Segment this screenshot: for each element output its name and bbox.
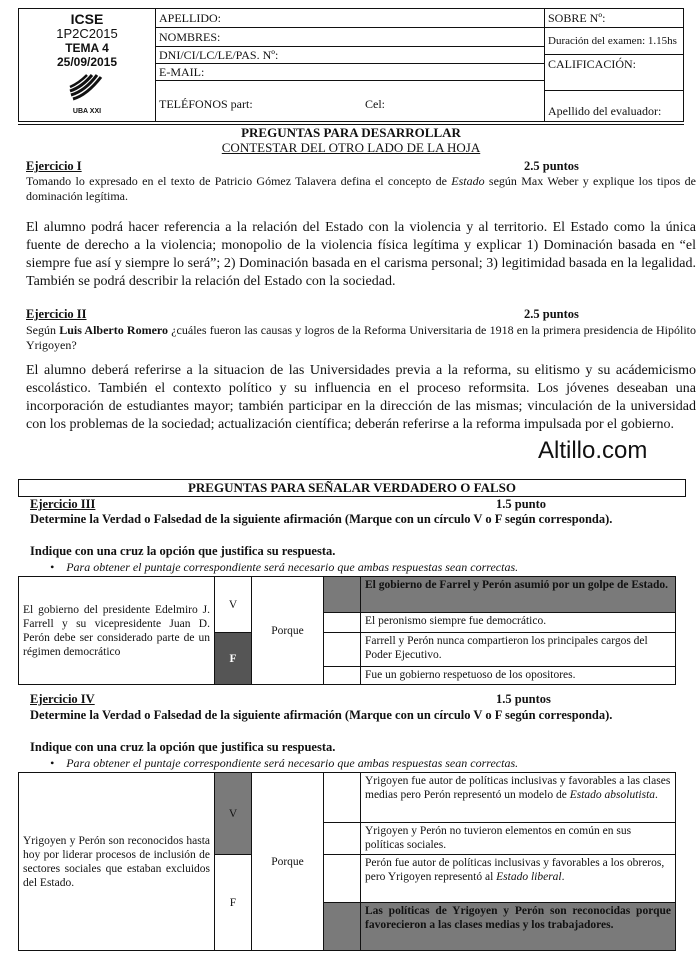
ej4-false-option[interactable]: F [215, 855, 252, 951]
ej1-answer: El alumno podrá hacer referencia a la relación del Estado con la violencia y al territorio. El Estado como la única fuente de derecho a la violencia; monopolio de la violencia física legítima y explicar 1) Dominación basada en “el siempre fue así y siempre lo será”; 2) Dominación basada en el carisma personal; 3) legitimidad basada en la legalidad. También se podrá describir la relación del Estado con la sociedad. [26, 220, 696, 289]
ej4-table [18, 772, 676, 951]
section-develop [18, 124, 684, 155]
ej4-porque: Porque [252, 773, 324, 951]
ej4-note: • Para obtener el puntaje correspondiente será necesario que ambas respuestas sean correctas. [50, 756, 519, 770]
ej4-option-3: Perón fue autor de políticas inclusivas y favorables a los obreros, pero Yrigoyen representó al Estado liberal. [361, 855, 676, 903]
ej4-instruction: Determine la Verdad o Falsedad de la siguiente afirmación (Marque con un círculo V o F según corresponda). [30, 708, 613, 722]
ej4-label: Ejercicio IV [30, 692, 95, 706]
logo-text: UBA XXI [72, 108, 102, 115]
ej4-check-4[interactable] [324, 903, 361, 951]
ej1-label: Ejercicio I [26, 159, 82, 173]
ej3-points: 1.5 punto [496, 497, 547, 511]
apellido-field[interactable]: APELLIDO: [155, 9, 544, 28]
ej1-question: Tomando lo expresado en el texto de Patricio Gómez Talavera defina el concepto de Estado según Max Weber y explique los tipos de dominación legítima. [26, 174, 696, 203]
ej3-check-4[interactable] [324, 667, 361, 685]
ej4-true-option[interactable]: V [215, 773, 252, 855]
ej4-option-1: Yrigoyen fue autor de políticas inclusivas y favorables a las clases medias pero Perón representó un modelo de Estado absolutista. [361, 773, 676, 823]
exam-date: 25/09/2015 [56, 55, 118, 69]
uba-logo-icon [67, 73, 107, 103]
ej3-label: Ejercicio III [30, 497, 96, 511]
ej4-check-3[interactable] [324, 855, 361, 903]
ej3-check-2[interactable] [324, 613, 361, 633]
telefonos-field[interactable]: TELÉFONOS part: [159, 97, 253, 111]
ej3-true-option[interactable]: V [215, 577, 252, 633]
school-name: ICSE [70, 11, 104, 27]
ej2-points: 2.5 puntos [524, 307, 579, 321]
section-subtitle: CONTESTAR DEL OTRO LADO DE LA HOJA [221, 140, 481, 155]
exam-code: 1P2C2015 [56, 26, 118, 41]
ej4-option-2: Yrigoyen y Perón no tuvieron elementos en común en sus políticas sociales. [361, 823, 676, 855]
ej4-points: 1.5 puntos [496, 692, 551, 706]
exam-info [544, 9, 683, 121]
ej3-false-option[interactable]: F [215, 633, 252, 685]
evaluador-field[interactable]: Apellido del evaluador: [548, 104, 662, 118]
section-title: PREGUNTAS PARA DESARROLLAR [241, 125, 461, 140]
ej2-answer: El alumno deberá referirse a la situacion de las Universidades previa a la reforma, su elitismo y su acádemicismo escolástico. También el contexto político y su influencia en el proceso reformsita. Los jóvenes deseaban una incorporación de estudiantes mayor; también participar en la dirección de las mismas; vinculación de la universidad con los problemas de la sociedad; actualización científica; deberán referirse a la reforma impulsada por el gobierno. [26, 363, 696, 432]
ej4-check-2[interactable] [324, 823, 361, 855]
ej3-porque: Porque [252, 577, 324, 685]
header-logo-block [19, 9, 156, 121]
sobre-field[interactable]: SOBRE Nº: [544, 9, 683, 28]
ej4-check-1[interactable] [324, 773, 361, 823]
ej3-option-2: El peronismo siempre fue democrático. [361, 613, 676, 633]
ej3-note: • Para obtener el puntaje correspondiente será necesario que ambas respuestas sean correctas. [50, 560, 519, 574]
ej3-instruction2: Indique con una cruz la opción que justifica su respuesta. [30, 544, 336, 558]
dni-field[interactable]: DNI/CI/LC/LE/PAS. Nº: [155, 47, 544, 64]
exam-header [18, 8, 684, 122]
ej3-table [18, 576, 676, 685]
ej1-points: 2.5 puntos [524, 159, 579, 173]
ej3-check-1[interactable] [324, 577, 361, 613]
ej4-instruction2: Indique con una cruz la opción que justifica su respuesta. [30, 740, 336, 754]
calificacion-field[interactable]: CALIFICACIÓN: [544, 55, 683, 91]
section-vf-title: PREGUNTAS PARA SEÑALAR VERDADERO O FALSO [18, 479, 686, 497]
ej4-statement: Yrigoyen y Perón son reconocidos hasta hoy por liderar procesos de inclusión de sectores sociales que estaban excluidos del Estado. [19, 773, 215, 951]
student-fields [155, 9, 545, 121]
email-field[interactable]: E-MAIL: [155, 64, 544, 81]
ej3-option-4: Fue un gobierno respetuoso de los opositores. [361, 667, 676, 685]
ej2-label: Ejercicio II [26, 307, 87, 321]
ej3-option-3: Farrell y Perón nunca compartieron los principales cargos del Poder Ejecutivo. [361, 633, 676, 667]
ej3-check-3[interactable] [324, 633, 361, 667]
ej3-statement: El gobierno del presidente Edelmiro J. Farrell y su vicepresidente Juan D. Perón debe ser considerado parte de un régimen democrático [19, 577, 215, 685]
duracion-text: Duración del examen: 1.15hs [544, 28, 683, 55]
ej3-option-1: El gobierno de Farrel y Perón asumió por un golpe de Estado. [361, 577, 676, 613]
ej3-instruction: Determine la Verdad o Falsedad de la siguiente afirmación (Marque con un círculo V o F según corresponda). [30, 512, 613, 526]
ej2-question: Según Luis Alberto Romero ¿cuáles fueron las causas y logros de la Reforma Universitaria de 1918 en la primera presidencia de Hipólito Yrigoyen? [26, 323, 696, 352]
ej4-option-4: Las políticas de Yrigoyen y Perón son reconocidas porque favorecieron a las clases medias y los trabajadores. [361, 903, 676, 951]
altillo-watermark: Altillo.com [538, 437, 648, 464]
cel-field[interactable]: Cel: [365, 97, 385, 111]
tema-label: TEMA 4 [65, 41, 109, 55]
nombres-field[interactable]: NOMBRES: [155, 28, 544, 47]
